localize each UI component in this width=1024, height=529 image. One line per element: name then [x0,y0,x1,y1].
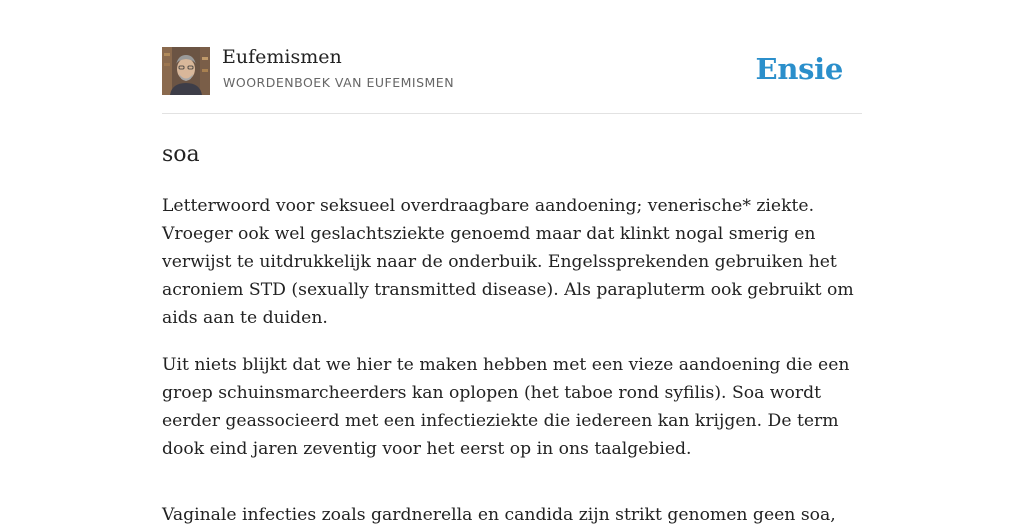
definition-paragraph: Letterwoord voor seksueel overdraagbare aandoening; venerische* ziekte. Vroeger ook wel geslachtsziekte genoemd maar dat klinkt nogal smerig en verwijst te uitdrukkelijk naar de onderbuik. Engelssprekenden gebruiken het acroniem STD (sexually transmitted disease). Als parapluterm ook gebruikt om aids aan te duiden. [162,196,854,328]
author-avatar[interactable] [162,47,210,95]
entry-page [162,0,862,529]
ensie-logo[interactable]: Ensie [755,52,843,86]
definition-paragraph: Vaginale infecties zoals gardnerella en candida zijn strikt genomen geen soa, [162,505,836,525]
entry-definition [162,192,862,529]
author-name[interactable]: Eufemismen [222,46,342,68]
author-subtitle[interactable]: WOORDENBOEK VAN EUFEMISMEN [223,75,455,90]
person-portrait-icon [162,47,210,95]
entry-term: soa [162,142,200,167]
definition-paragraph: Uit niets blijkt dat we hier te maken hebben met een vieze aandoening die een groep schuinsmarcheerders kan oplopen (het taboe rond syfilis). Soa wordt eerder geassocieerd met een infectieziekte die iedereen kan krijgen. De term dook eind jaren zeventig voor het eerst op in ons taalgebied. [162,355,850,459]
author-header [162,0,862,114]
